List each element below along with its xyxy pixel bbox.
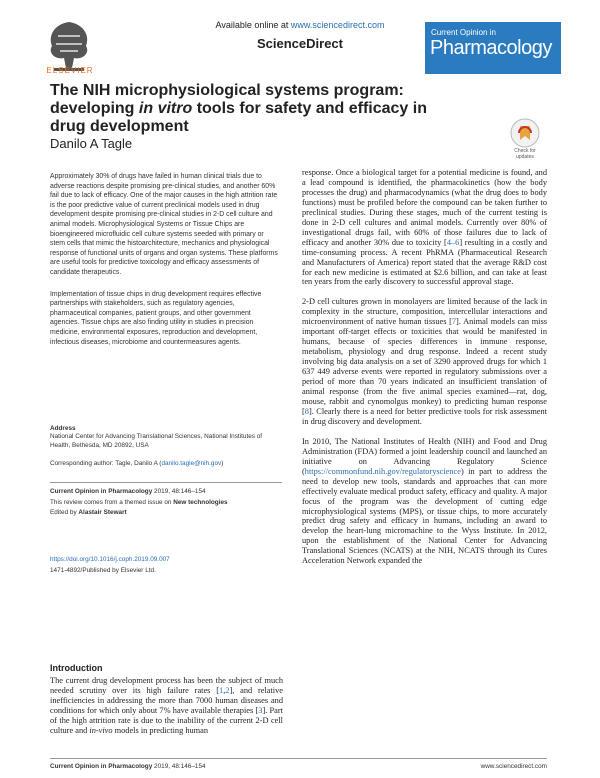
doi-link[interactable]: https://doi.org/10.1016/j.coph.2019.09.007 (50, 556, 170, 563)
body-paragraph-1: response. Once a biological target for a potential medicine is found, and a lead compound is identified, the pharmacokinetics (how the body processes the drug) and pharmacodynamics (what the drug does to body functions) must be profiled before the compound can be taken further to preclinical studies. During these stages, much of the current testing is done in 2-D cell cultures and animal models. Currently over 80% of investigational drugs fail, with 60% of those failures due to lack of efficacy and another 30% due to toxicity [4–6] resulting in a costly and time-consuming process. A recent PhRMA (Pharmaceutical Research and Manufacturers of America) report stated that the average R&D cost for each new medicine is estimated at $2.6 billion, and can take at least ten years from the early discovery to successful approval stage. (302, 168, 547, 287)
footer-url[interactable]: www.sciencedirect.com (480, 763, 547, 770)
check-for-updates-icon[interactable] (510, 118, 540, 148)
abstract-paragraph-1: Approximately 30% of drugs have failed in human clinical trials due to adverse reactions despite promising pre-clinical studies, and another 60% fail due to lack of efficacy. One of the major causes in the high attrition rate is the poor predictive value of current preclinical models used in drug development despite promising pre-clinical studies in 2-D cell culture and animal models. Microphysiological Systems or Tissue Chips are bioengineered microfluidic cell culture systems seeded with primary or stem cells that mimic the histoarchitecture, mechanics and physiological response of functional units of organs and organ systems. These platforms are useful tools for predictive toxicology and efficacy assessments of candidate therapeutics. (50, 173, 278, 276)
body-paragraph-3: In 2010, The National Institutes of Health (NIH) and Food and Drug Administration (FDA) formed a joint leadership council and launched an initiative on Advancing Regulatory Science (https://commonfund.nih.gov/regulatoryscience) in part to address the need to develop new tools, standards and approaches that can more effectively evaluate medical product safety, efficacy and quality. A major focus of the program was the development of cutting edge microphysiological systems (MPS), or tissue chips, to more accurately predict drug safety and efficacy in humans, including an award to develop the heart-lung micromachine to the Wyss Institute. In 2012, upon the establishment of the National Center for Advancing Translational Sciences (NCATS) at the NIH, NCATS through its Cures Acceleration Network expanded the (302, 436, 547, 566)
body-column-right (302, 168, 547, 576)
article-title: The NIH microphysiological systems program: developing in vitro tools for safety and efficacy in drug development (50, 82, 427, 135)
introduction-heading: Introduction (50, 663, 103, 673)
elsevier-tree-logo (44, 18, 94, 72)
info-theme: This review comes from a themed issue on New technologies (50, 498, 228, 506)
citation-link[interactable]: 7 (451, 317, 457, 327)
info-editor: Edited by Alastair Stewart (50, 509, 127, 516)
abstract-paragraph-2: Implementation of tissue chips in drug development requires effective partnerships with stakeholders, such as regulatory agencies, pharmaceutical companies, patient groups, and other government agencies. Tissue chips are also finding utility in studies in precision medicine, environmental exposures, reproduction and development, infectious diseases, microbiome and countermeasures agents. (50, 290, 262, 346)
article-author: Danilo A Tagle (50, 136, 133, 151)
journal-small-title: Current Opinion in (431, 28, 496, 37)
author-email-link[interactable]: danilo.tagle@nih.gov (161, 460, 222, 467)
info-citation: Current Opinion in Pharmacology 2019, 48:146–154 (50, 488, 206, 495)
article-info (50, 482, 282, 519)
footer-citation: Current Opinion in Pharmacology 2019, 48:146–154 (50, 763, 206, 770)
journal-banner (425, 22, 561, 74)
journal-big-title: Pharmacology (430, 37, 552, 59)
address-text: National Center for Advancing Translational Sciences, National Institutes of Health, Bethesda, MD 20892, USA (50, 433, 263, 449)
address-heading: Address (50, 425, 76, 432)
abstract (50, 172, 280, 359)
citation-link[interactable]: 3 (258, 705, 263, 715)
citation-link[interactable]: 4–6 (446, 237, 460, 247)
issn-line: 1471-4892/Published by Elsevier Ltd. (50, 566, 156, 574)
publisher-name: ELSEVIER (46, 66, 94, 75)
check-for-updates-label: Check for updates (514, 148, 536, 160)
doi-block (50, 555, 282, 576)
sciencedirect-brand: ScienceDirect (257, 36, 343, 51)
intro-paragraph: The current drug development process has been the subject of much needed scrutiny over its high failure rates [1,2], and relative inefficiencies in addressing the more than 7000 human diseases and conditions for which only about 7% have available therapies [3]. Part of the high attrition rate is due to the inability of the current 2-D cell culture and in-vivo models in predicting human (50, 676, 283, 735)
corresponding-author: Corresponding author: Tagle, Danilo A (danilo.tagle@nih.gov) (50, 460, 224, 467)
available-online: Available online at www.sciencedirect.com (215, 20, 385, 30)
regulatory-science-link[interactable]: https://commonfund.nih.gov/regulatoryscience (304, 466, 461, 476)
citation-link[interactable]: 1 (219, 685, 224, 695)
sciencedirect-link[interactable]: www.sciencedirect.com (290, 20, 385, 30)
body-column-left (50, 676, 283, 746)
footer-divider (50, 758, 547, 759)
citation-link[interactable]: 8 (304, 406, 309, 416)
author-address (50, 425, 282, 450)
citation-link[interactable]: 2 (225, 685, 230, 695)
body-paragraph-2: 2-D cell cultures grown in monolayers are limited because of the lack in complexity in the structure, composition, intercellular interactions and microenvironment of native human tissues [7]. Animal models can miss important off-target effects or toxicities that would be manifested in humans, because of species differences in immune response, metabolism, physiology and drug response. Indeed a recent study involving big data analysis on a set of 3290 approved drugs for which 1 637 449 adverse events were reported in regulatory submissions over a period of more than 70 years indicated an insufficient translation of animal response (from the five animal species examined—rat, dog, mouse, rabbit and cynomolgus monkey) to predicting human response [8]. Clearly there is a need for better predictive tools for risk assessment in drug discovery and development. (302, 297, 547, 426)
